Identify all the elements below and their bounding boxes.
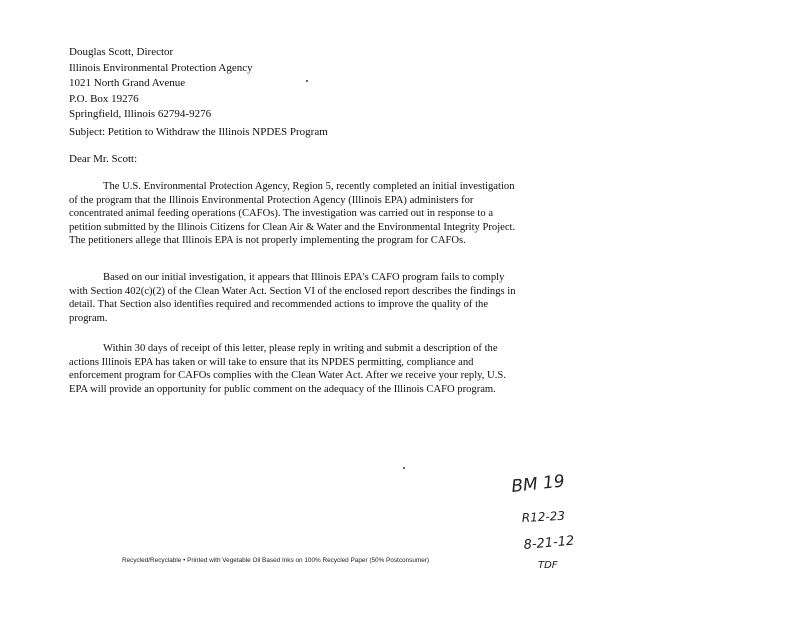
recipient-address <box>69 45 253 123</box>
handwritten-line-4: TDF <box>538 560 558 571</box>
body-paragraph-1: The U.S. Environmental Protection Agency, Region 5, recently completed an initial investigation of the program that the Illinois Environmental Protection Agency (Illinois EPA) administers for concentrated animal feeding operations (CAFOs). The investigation was carried out in response to a petition submitted by the Illinois Citizens for Clean Air & Water and the Environmental Integrity Project. The petitioners allege that Illinois EPA is not properly implementing the program for CAFOs. <box>69 181 516 247</box>
scan-speck <box>306 80 308 82</box>
salutation: Dear Mr. Scott: <box>69 153 138 165</box>
body-paragraph-3: Within 30 days of receipt of this letter, please reply in writing and submit a description of the actions Illinois EPA has taken or will take to ensure that its NPDES permitting, compliance and enforcement program for CAFOs complies with the Clean Water Act. After we receive your reply, U.S. EPA will provide an opportunity for public comment on the adequacy of the Illinois CAFO program. <box>69 343 506 395</box>
recipient-street: 1021 North Grand Avenue <box>69 77 186 89</box>
handwritten-line-1: BM 19 <box>510 471 566 497</box>
recipient-po-box: P.O. Box 19276 <box>69 92 139 105</box>
subject-line: Subject: Petition to Withdraw the Illinois NPDES Program <box>69 126 328 138</box>
recipient-agency: Illinois Environmental Protection Agency <box>69 61 253 74</box>
recycled-paper-footer: Recycled/Recyclable • Printed with Vegetable Oil Based Inks on 100% Recycled Paper (50% Postconsumer) <box>122 557 430 564</box>
handwritten-annotation <box>500 470 620 580</box>
body-paragraph-2: Based on our initial investigation, it appears that Illinois EPA's CAFO program fails to comply with Section 402(c)(2) of the Clean Water Act. Section VI of the enclosed report describes the findings in detail. That Section also identifies required and recommended actions to improve the quality of the program. <box>69 272 516 324</box>
recipient-city: Springfield, Illinois 62794-9276 <box>69 108 212 120</box>
scan-speck <box>403 467 405 469</box>
handwritten-line-2: R12-23 <box>521 508 566 525</box>
handwritten-line-3: 8-21-12 <box>523 533 575 553</box>
recipient-name: Douglas Scott, Director <box>69 46 174 58</box>
